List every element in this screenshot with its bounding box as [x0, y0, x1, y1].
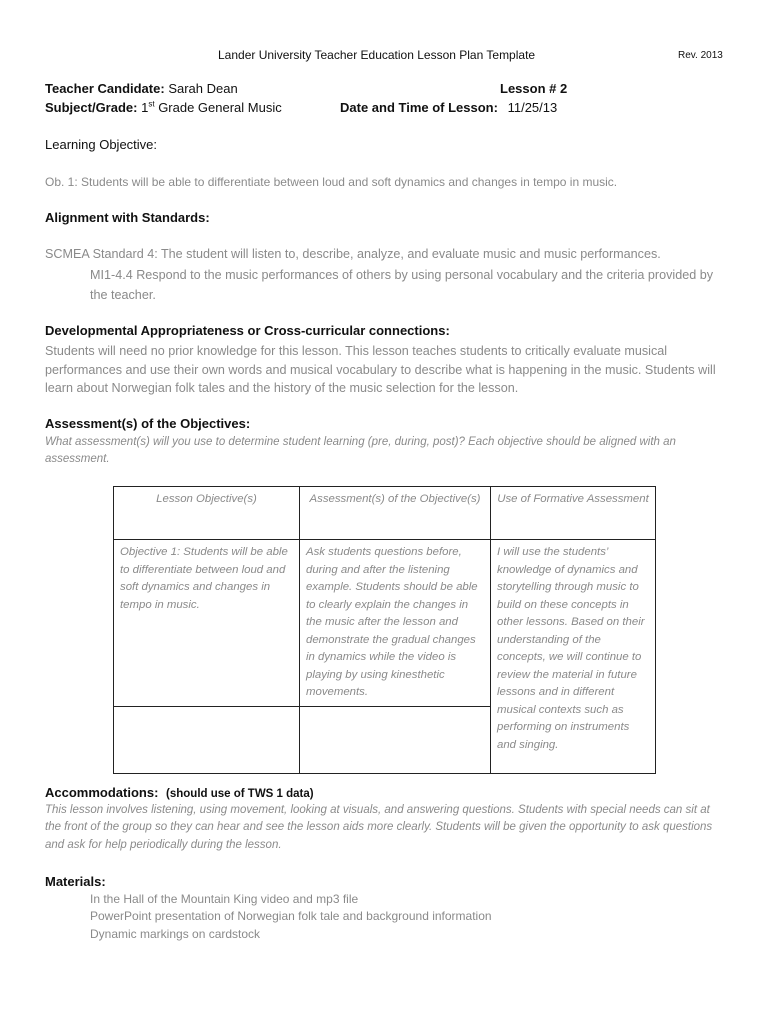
learning-objective-heading: Learning Objective:: [45, 137, 158, 152]
developmental-heading: Developmental Appropriateness or Cross-curricular connections:: [45, 323, 450, 338]
teacher-candidate-label: Teacher Candidate:: [45, 81, 165, 96]
table-cell-empty: [114, 706, 300, 773]
table-header-row: [114, 487, 656, 540]
revision-label: Rev. 2013: [678, 50, 723, 61]
assessment-table: [113, 486, 656, 774]
accommodations-heading: Accommodations:: [45, 785, 159, 800]
subject-grade-label: Subject/Grade:: [45, 100, 138, 115]
date-time-value: 11/25/13: [507, 100, 558, 115]
table-cell-objective: Objective 1: Students will be able to differentiate between loud and soft dynamics and changes in tempo in music.: [114, 540, 300, 707]
date-time-line: [340, 100, 557, 115]
developmental-text: Students will need no prior knowledge for this lesson. This lesson teaches students to critically evaluate musical performances and use their own words and musical vocabulary to describe what is happening in the music. Students will learn about Norwegian folk tales and the history of the music selection for the lesson.: [45, 344, 716, 396]
table-header-cell: Lesson Objective(s): [114, 487, 300, 540]
accommodations-text: This lesson involves listening, using movement, looking at visuals, and answering questions. Students with special needs can sit at the front of the group so they can hear and see the lesson aids more clearly. Students will be given the opportunity to ask questions and ask for help periodically during the lesson.: [45, 804, 713, 851]
materials-item: PowerPoint presentation of Norwegian folk tale and background information: [90, 909, 492, 923]
subject-grade-suffix: st: [148, 99, 155, 109]
table-row: [114, 540, 656, 707]
lesson-number: Lesson # 2: [500, 81, 568, 96]
standard-line-2: MI1-4.4 Respond to the music performances of others by using personal vocabulary and the criteria provided by the teacher.: [90, 268, 714, 302]
table-cell-formative-use: I will use the students’ knowledge of dynamics and storytelling through music to build on these concepts in other lessons. Based on their understanding of the concepts, we will continue to review the material in future lessons and in different musical contexts such as performing on instruments and singing.: [491, 540, 656, 774]
subject-grade-line: [45, 100, 282, 115]
teacher-candidate-line: [45, 81, 238, 96]
standard-line-1: SCMEA Standard 4: The student will listen to, describe, analyze, and evaluate music and music performances.: [45, 247, 661, 261]
table-header-cell: Assessment(s) of the Objective(s): [300, 487, 491, 540]
standards-heading: Alignment with Standards:: [45, 210, 210, 225]
teacher-candidate-value: Sarah Dean: [168, 81, 238, 96]
materials-item: Dynamic markings on cardstock: [90, 927, 261, 941]
accommodations-heading-line: [45, 785, 314, 800]
assessment-heading: Assessment(s) of the Objectives:: [45, 416, 251, 431]
date-time-label: Date and Time of Lesson:: [340, 100, 498, 115]
materials-item: In the Hall of the Mountain King video and mp3 file: [90, 892, 359, 906]
document-title: Lander University Teacher Education Lesson Plan Template: [218, 48, 536, 62]
learning-objective-text: Ob. 1: Students will be able to differentiate between loud and soft dynamics and changes in tempo in music.: [45, 175, 618, 189]
table-cell-empty: [300, 706, 491, 773]
materials-heading: Materials:: [45, 874, 106, 889]
accommodations-note: (should use of TWS 1 data): [166, 788, 314, 800]
table-cell-assessment: Ask students questions before, during and after the listening example. Students should be able to clearly explain the changes in the music after the lesson and demonstrate the gradual changes in dynamics while the video is playing by using kinesthetic movements.: [300, 540, 491, 707]
subject-grade-value: Grade General Music: [158, 100, 282, 115]
assessment-prompt: What assessment(s) will you use to determine student learning (pre, during, post)? Each objective should be aligned with an assessment.: [45, 436, 676, 466]
table-header-cell: Use of Formative Assessment: [491, 487, 656, 540]
subject-grade-number: 1: [141, 100, 149, 115]
